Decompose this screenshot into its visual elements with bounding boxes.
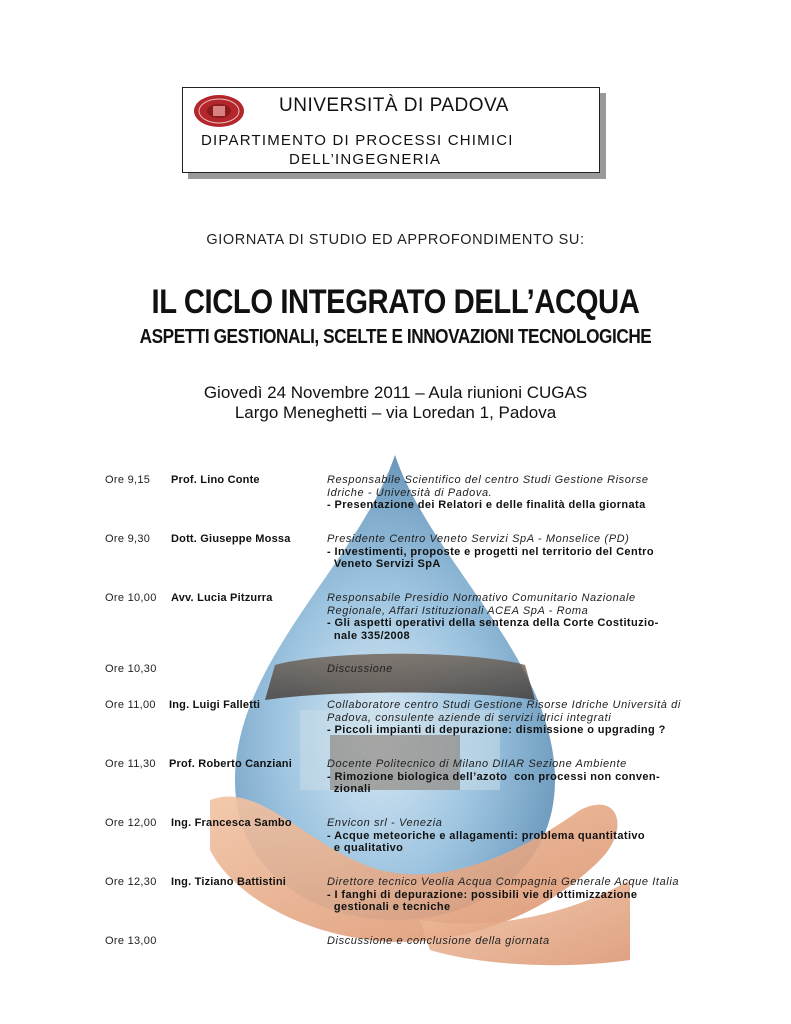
university-seal-logo <box>193 94 245 128</box>
program-speaker: Prof. Lino Conte <box>171 474 260 486</box>
program-time: Ore 13,00 <box>105 935 157 947</box>
program-speaker: Prof. Roberto Canziani <box>169 758 292 770</box>
page-title: IL CICLO INTEGRATO DELL’ACQUA <box>151 283 640 321</box>
speaker-role: Discussione <box>327 663 393 675</box>
program-speaker: Avv. Lucia Pitzurra <box>171 592 273 604</box>
talk-topic: Veneto Servizi SpA <box>327 558 441 570</box>
program-speaker: Ing. Francesca Sambo <box>171 817 292 829</box>
talk-topic: e qualitativo <box>327 842 404 854</box>
program-description <box>327 876 697 914</box>
speaker-role: Docente Politecnico di Milano DIIAR Sezione Ambiente <box>327 758 627 770</box>
program-description <box>327 474 697 512</box>
department-line-2: DELL’INGEGNERIA <box>289 151 442 168</box>
talk-topic: - Piccoli impianti di depurazione: dismissione o upgrading ? <box>327 724 666 736</box>
university-name: UNIVERSITÀ DI PADOVA <box>279 95 509 116</box>
program-description <box>327 935 697 948</box>
program-speaker: Dott. Giuseppe Mossa <box>171 533 291 545</box>
talk-topic: nale 335/2008 <box>327 629 411 642</box>
speaker-role: Responsabile Presidio Normativo Comunitario Nazionale <box>327 592 636 604</box>
talk-topic: - Presentazione dei Relatori e delle finalità della giornata <box>327 499 646 511</box>
talk-topic: - Investimenti, proposte e progetti nel territorio del Centro <box>327 545 654 558</box>
speaker-role: Envicon srl - Venezia <box>327 817 443 829</box>
talk-topic: - I fanghi di depurazione: possibili vie di ottimizzazione <box>327 888 638 901</box>
program-time: Ore 11,00 <box>105 699 156 711</box>
program-time: Ore 10,00 <box>105 592 157 604</box>
program-time: Ore 12,30 <box>105 876 157 888</box>
program-description <box>327 817 697 855</box>
talk-topic: - Gli aspetti operativi della sentenza della Corte Costituzio- <box>327 617 659 629</box>
speaker-role: Direttore tecnico Veolia Acqua Compagnia Generale Acque Italia <box>327 876 680 888</box>
program-description <box>327 592 697 642</box>
speaker-role: Padova, consulente aziende di servizi idrici integrati <box>327 711 612 724</box>
speaker-role: Discussione e conclusione della giornata <box>327 935 550 947</box>
page-subtitle: ASPETTI GESTIONALI, SCELTE E INNOVAZIONI TECNOLOGICHE <box>139 326 652 348</box>
program-time: Ore 12,00 <box>105 817 157 829</box>
program-time: Ore 9,15 <box>105 474 151 486</box>
speaker-role: Collaboratore centro Studi Gestione Risorse Idriche Università di <box>327 699 681 711</box>
talk-topic: zionali <box>327 783 371 795</box>
event-location: Largo Meneghetti – via Loredan 1, Padova <box>234 403 557 422</box>
program-speaker: Ing. Luigi Falletti <box>169 699 261 711</box>
department-line-1: DIPARTIMENTO DI PROCESSI CHIMICI <box>201 132 514 149</box>
program-description <box>327 533 697 571</box>
speaker-role: Idriche - Università di Padova. <box>327 486 493 499</box>
program-description <box>327 663 697 676</box>
talk-topic: gestionali e tecniche <box>327 901 451 913</box>
program-description <box>327 699 697 737</box>
speaker-role: Presidente Centro Veneto Servizi SpA - Monselice (PD) <box>327 533 630 545</box>
program-time: Ore 9,30 <box>105 533 151 545</box>
program-description <box>327 758 697 796</box>
intro-text: GIORNATA DI STUDIO ED APPROFONDIMENTO SU: <box>206 232 585 248</box>
talk-topic: - Rimozione biologica dell’azoto con processi non conven- <box>327 770 661 783</box>
event-date: Giovedì 24 Novembre 2011 – Aula riunioni CUGAS <box>203 383 588 402</box>
program-speaker: Ing. Tiziano Battistini <box>171 876 287 888</box>
program-time: Ore 10,30 <box>105 663 157 675</box>
program-time: Ore 11,30 <box>105 758 156 770</box>
speaker-role: Responsabile Scientifico del centro Studi Gestione Risorse <box>327 474 649 486</box>
talk-topic: - Acque meteoriche e allagamenti: problema quantitativo <box>327 829 646 842</box>
university-header <box>182 87 600 173</box>
speaker-role: Regionale, Affari Istituzionali ACEA SpA - Roma <box>327 604 589 617</box>
